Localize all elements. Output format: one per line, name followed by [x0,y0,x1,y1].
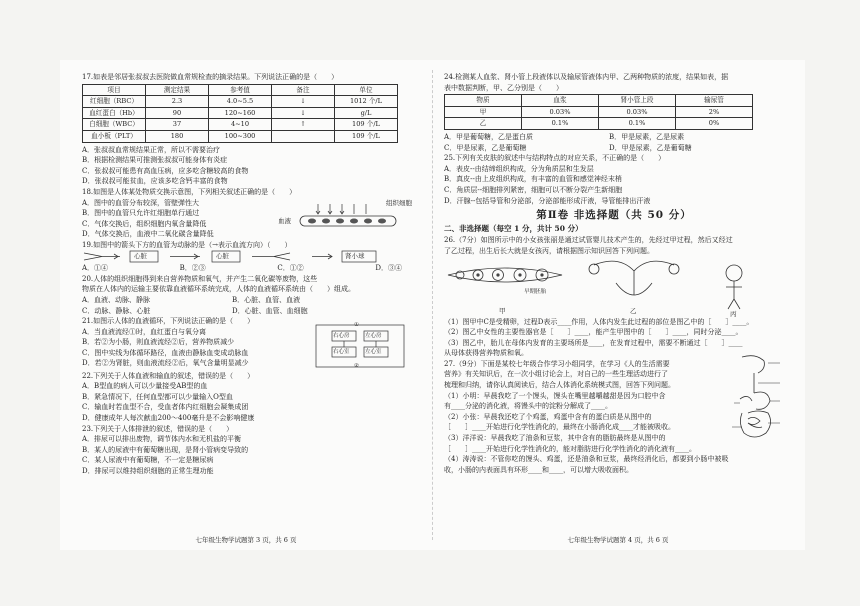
table-cell: 红细胞（RBC） [83,96,146,108]
option: A．血液、动脉、静脉 [82,295,151,304]
circulation-figure [310,321,410,371]
option: B．甲是尿素，乙是尿素 [609,132,685,141]
question-27-3: （3）洋洋说：早晨我吃了油条和豆浆，其中含有的脂肪最终是从图中的 [444,434,666,443]
option: C．张叔叔可能患有高血压病，应多吃含糖较高的食物 [82,166,249,175]
question-26-cont: 了乙过程，出生后长大就是女孩丙，请根据图示知识回答下列问题。 [444,246,654,255]
option: D．排尿可以维持组织细胞的正常生理功能 [82,467,214,476]
table-header: 项目 [83,84,146,96]
option: A．甲是葡萄糖，乙是蛋白质 [444,132,534,141]
figure-label: 组织细胞 [386,198,412,207]
option: B．图中的血管只允许红细胞单行通过 [82,209,200,218]
figure-label: ① [354,321,359,328]
table-cell: 0% [676,118,753,130]
table-cell: 血小板（PLT） [83,130,146,142]
vessel-figures [82,250,420,263]
option: C．动脉、静脉、心脏 [82,306,151,315]
option: C．输血时若血型不合，受血者体内红细胞会凝集成团 [82,403,249,412]
option: B．真皮--由上皮组织构成，有丰富的血管和感觉神经末梢 [444,175,622,184]
option: D．心脏、血管、血细胞 [232,306,308,315]
table-cell: ↓ [272,96,335,108]
figure-label: 心脏 [134,252,147,261]
table-header: 物质 [445,95,522,107]
option: B．根据检测结果可推测张叔叔可能身体有炎症 [82,156,228,165]
table-cell: 100~300 [209,130,272,142]
table-cell: 2% [676,106,753,118]
question-27-2-cont: ［ ］____开始进行化学性消化的，最终在小肠消化成____才能被吸收。 [444,423,675,432]
figure-label: 甲 [499,306,506,315]
figure-label: 丙 [730,309,737,318]
option: D．张叔叔可能贫血，应该多吃含钙丰富的食物 [82,177,228,186]
table-cell: 37 [146,119,209,131]
table-header: 单位 [335,84,398,96]
table-cell: 109 个/L [335,119,398,131]
table-cell [272,130,335,142]
figure-label: 右心室 [333,348,350,355]
table-header: 参考值 [209,84,272,96]
question-21: 21.如图示人体的血液循环，下列说法正确的是（ ） [82,317,255,326]
figure-label: 心脏 [216,252,229,261]
option: C．气体交换后，组织细胞内氧含量降低 [82,219,207,228]
question-27-4-cont: 收，小肠的内表面具有环形____和____，可以增大吸收面积。 [444,465,633,474]
option: C．①② [277,264,304,273]
table-header: 输尿管 [676,95,753,107]
option: A．①④ [82,264,109,273]
table-cell: 血红蛋白（Hb） [83,107,146,119]
table-cell: 0.1% [599,118,676,130]
figure-label: 左心房 [365,332,382,339]
table-cell: 乙 [445,118,522,130]
table-cell: 180 [146,130,209,142]
figure-label: 早期胚胎 [524,288,547,295]
table-row [445,106,753,118]
urine-test-table [444,94,753,130]
option: D．气体交换后，血液中二氧化碳含量降低 [82,230,214,239]
option: D．健康成年人每次献血200～400毫升是不会影响健康 [82,414,255,423]
question-25: 25.下列有关皮肤的叙述中与结构特点的对应关系，不正确的是（ ） [444,154,666,163]
option: A．张叔叔血常规结果正常，所以不需要治疗 [82,145,221,154]
table-header: 备注 [272,84,335,96]
table-row [83,130,398,142]
table-row [83,107,398,119]
question-26-2: （2）图乙中女性的主要性器官是［ ］____，能产生甲图中的［ ］____，同时分泌____。 [444,328,743,337]
option: C．某人尿液中有葡萄糖，不一定是糖尿病 [82,456,214,465]
table-cell: 0.03% [599,106,676,118]
table-header: 肾小管上段 [599,95,676,107]
subsection-title: 二、非选择题（每空 1 分，共计 50 分） [444,223,583,233]
digestive-system-figure [728,353,784,453]
question-27: 27.（9分）下面是某校七年级合作学习小组同学，在学习《人的生活需要 [444,359,670,368]
question-27-4: （4）涛涛说：不管你吃的馒头、鸡蛋，还是油条和豆浆，最终经消化后，都要到小肠中被吸 [444,455,729,464]
figure-label: 左心室 [365,348,382,355]
table-cell: ↓ [272,107,335,119]
exam-sheet [60,60,805,550]
option: D．③④ [375,264,402,273]
question-19: 19.如图中的箭头下方的血管为动脉的是（→表示血流方向）（ ） [82,240,292,249]
question-24-cont: 表中数据判断，甲、乙分别是（ ） [444,83,563,92]
question-22: 22.下列关于人体血液和输血的叙述，错误的是（ ） [82,371,255,380]
option: A．B型血的病人可以少量接受AB型的血 [82,382,208,391]
section-title: 第Ⅱ卷 非选择题（共 50 分） [536,209,692,222]
option: B．心脏、血管、血液 [232,295,301,304]
option: A．表皮--由结缔组织构成，分为角质层和生发层 [444,164,594,173]
page-footer-right: 七年级生物学试题第 4 页，共 6 页 [567,536,669,544]
capillary-figure [278,198,418,238]
table-cell: 甲 [445,106,522,118]
option: A．当血液流经①时，血红蛋白与氧分离 [82,327,207,336]
figure-label: 右心房 [333,332,350,339]
table-cell: 120~160 [209,107,272,119]
question-26-3-cont: 从母体获得营养物质和氧。 [444,349,528,358]
table-cell: 4.0~5.5 [209,96,272,108]
option: C．图中实线为体循环路径，血液由静脉血变成动脉血 [82,348,249,357]
option: C．角质层--细胞排列紧密，细胞可以不断分裂产生新细胞 [444,185,623,194]
table-cell: 4~10 [209,119,272,131]
option: B．紧急情况下，任何血型都可以少量输入O型血 [82,392,233,401]
question-23: 23.下列关于人体排泄的叙述，错误的是（ ） [82,424,234,433]
figure-label: 肾小球 [345,252,365,261]
table-cell: ↑ [272,119,335,131]
option: C．甲是尿素，乙是葡萄糖 [444,143,527,152]
table-cell: 109 个/L [335,130,398,142]
figure-label: 乙 [630,306,637,315]
question-27-2: （2）小张：早晨我还吃了个鸡蛋，鸡蛋中含有的蛋白质是从图中的 [444,412,652,421]
table-header-row [83,84,398,96]
figure-label: 血液 [278,216,291,225]
right-page [444,72,784,475]
option: A．排尿可以排出废物，调节体内水和无机盐的平衡 [82,435,242,444]
table-row [445,118,753,130]
table-header-row [445,95,753,107]
option: B．某人的尿液中有葡萄糖出现，是肾小管病变导致的 [82,445,249,454]
table-cell: 2.3 [146,96,209,108]
question-27-cont: 梳理和归纳，请你认真阅读后，结合人体消化系统模式图，回答下列问题。 [444,381,675,390]
blood-test-table [82,84,398,143]
table-cell: 0.1% [522,118,599,130]
table-cell: 1012 个/L [335,96,398,108]
question-26-1: （1）图甲中C是受精卵，过程D表示____作用，人体内发生此过程的部位是图乙中的［ ］____。 [444,317,754,326]
option: A．图中的血管分布较深，管壁弹性大 [82,198,200,207]
table-cell: 0.03% [522,106,599,118]
option: B．②③ [179,264,206,273]
table-row [83,96,398,108]
table-header: 测定结果 [146,84,209,96]
table-cell: 白细胞（WBC） [83,119,146,131]
table-header: 血浆 [522,95,599,107]
table-cell: g/L [335,107,398,119]
page-divider [432,70,433,540]
option: D．若②为肾脏，则血液流经②后，氧气含量明显减少 [82,359,249,368]
question-26-3: （3）图乙中，胎儿在母体内发育的主要场所是____，在发育过程中，需要不断通过［ ］____ [444,338,743,347]
option: B．若②为小肠，则血液流经②后，营养物质减少 [82,338,235,347]
ivf-figure [444,257,784,317]
left-page [82,72,420,477]
question-26: 26.（7分）如图所示中的小女孩张丽是通过试管婴儿技术产生的，先经过甲过程，然后又经过 [444,236,733,245]
question-17: 17.如表是邻居张叔叔去医院做血常规检查的摘录结果。下列说法正确的是（ ） [82,73,339,81]
question-24: 24.检测某人血浆、肾小管上段液体以及输尿管液体内甲、乙两种物质的浓度，结果如表，据 [444,73,729,81]
option: D．甲是尿素，乙是葡萄糖 [609,143,692,152]
question-20: 20.人体的组织细胞得到来自营养物质和氧气，并产生二氧化碳等废物，这些 [82,274,318,283]
question-27-cont: 营养》有关知识后，在一次小组讨论会上，对自己的一些生理活动进行了 [444,370,668,379]
page-footer-left: 七年级生物学试题第 3 页，共 6 页 [195,536,297,544]
question-27-1: （1）小明：早晨我吃了一个馒头，馒头在嘴里越嚼越甜是因为口腔中含 [444,391,666,400]
question-27-1-cont: 有____分泌的消化液，将馒头中的淀粉分解成了____。 [444,402,612,411]
option: D．汗腺--包括导管和分泌部，分泌部能形成汗液，导管能排出汗液 [444,196,651,205]
question-20-cont: 物质在人体内的运输主要依靠血液循环系统完成，人体的血液循环系统由（ ）组成。 [82,285,355,294]
question-27-3-cont: ［ ］____开始进行化学性消化的，能对脂肪进行化学性消化的消化液有____。 [444,444,696,453]
table-cell: 90 [146,107,209,119]
table-row [83,119,398,131]
figure-label: ② [354,362,359,369]
question-18: 18.如图是人体某处物质交换示意图，下列相关叙述正确的是（ ） [82,187,297,196]
